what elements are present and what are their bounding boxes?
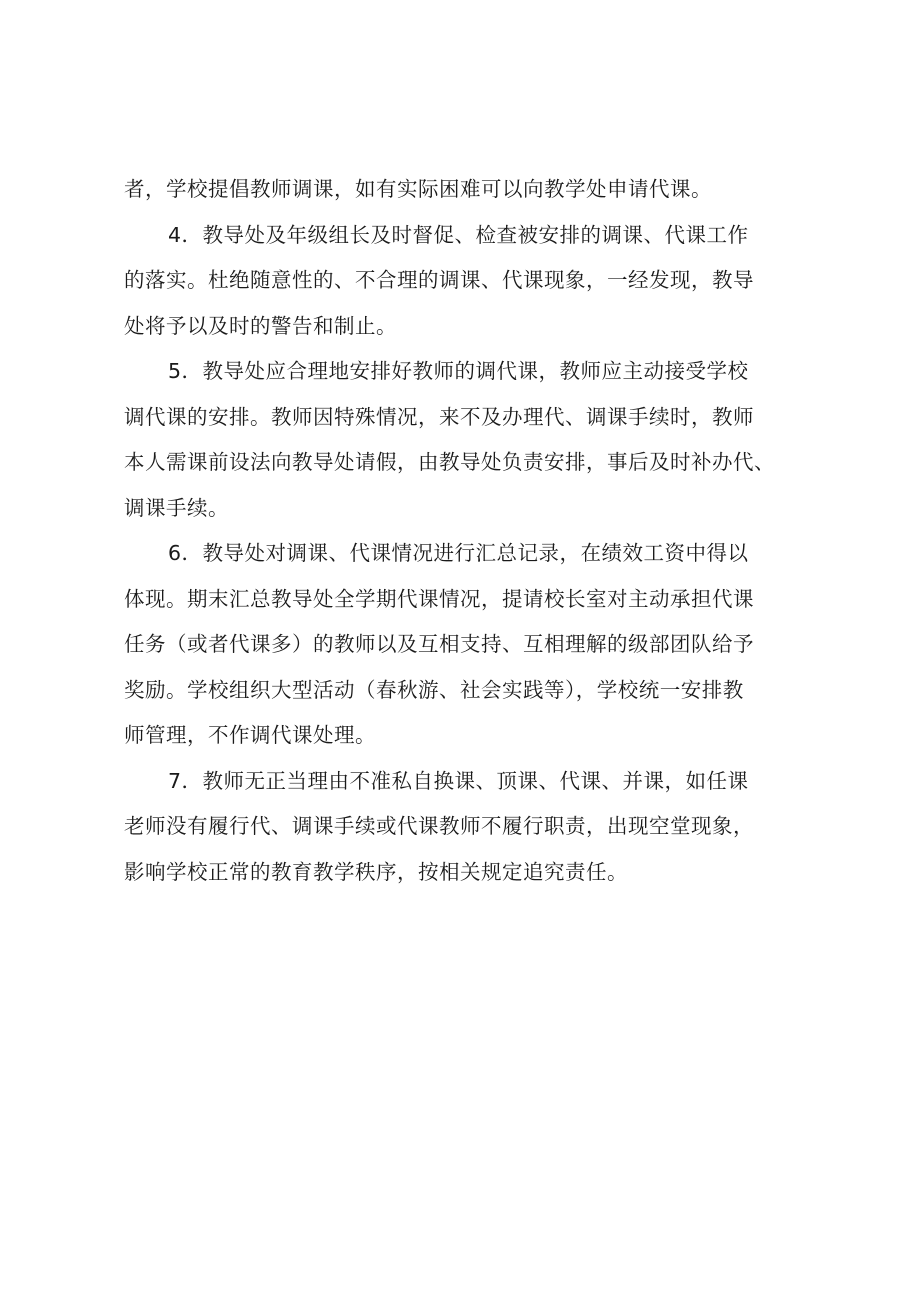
text-line: 师管理，不作调代课处理。 [124, 723, 376, 747]
paragraph-item-5 [124, 349, 796, 531]
paragraph-item-7 [124, 759, 796, 896]
text-line: 者，学校提倡教师调课，如有实际困难可以向教学处申请代课。 [124, 177, 712, 201]
text-line: 奖励。学校组织大型活动（春秋游、社会实践等），学校统一安排教 [124, 677, 744, 702]
paragraph-item-6 [124, 531, 796, 759]
text-line: 调代课的安排。教师因特殊情况，来不及办理代、调课手续时，教师 [124, 404, 754, 429]
text-line: 6．教导处对调课、代课情况进行汇总记录，在绩效工资中得以 [168, 541, 749, 565]
text-line: 影响学校正常的教育教学秩序，按相关规定追究责任。 [124, 859, 628, 884]
paragraph-continuation [124, 167, 796, 213]
text-line: 处将予以及时的警告和制止。 [124, 313, 397, 338]
text-line: 任务（或者代课多）的教师以及互相支持、互相理解的级部团队给予 [124, 632, 754, 656]
paragraph-item-4 [124, 213, 796, 350]
document-body [124, 167, 796, 895]
text-line: 4．教导处及年级组长及时督促、检查被安排的调课、代课工作 [168, 222, 749, 247]
text-line: 本人需课前设法向教导处请假，由教导处负责安排，事后及时补办代、 [124, 450, 775, 474]
text-line: 7．教师无正当理由不准私自换课、顶课、代课、并课，如任课 [168, 768, 749, 793]
text-line: 的落实。杜绝随意性的、不合理的调课、代课现象，一经发现，教导 [124, 268, 754, 292]
text-line: 5．教导处应合理地安排好教师的调代课，教师应主动接受学校 [168, 359, 749, 383]
text-line: 调课手续。 [124, 495, 229, 520]
text-line: 体现。期末汇总教导处全学期代课情况，提请校长室对主动承担代课 [124, 586, 754, 611]
text-line: 老师没有履行代、调课手续或代课教师不履行职责，出现空堂现象， [124, 814, 754, 838]
